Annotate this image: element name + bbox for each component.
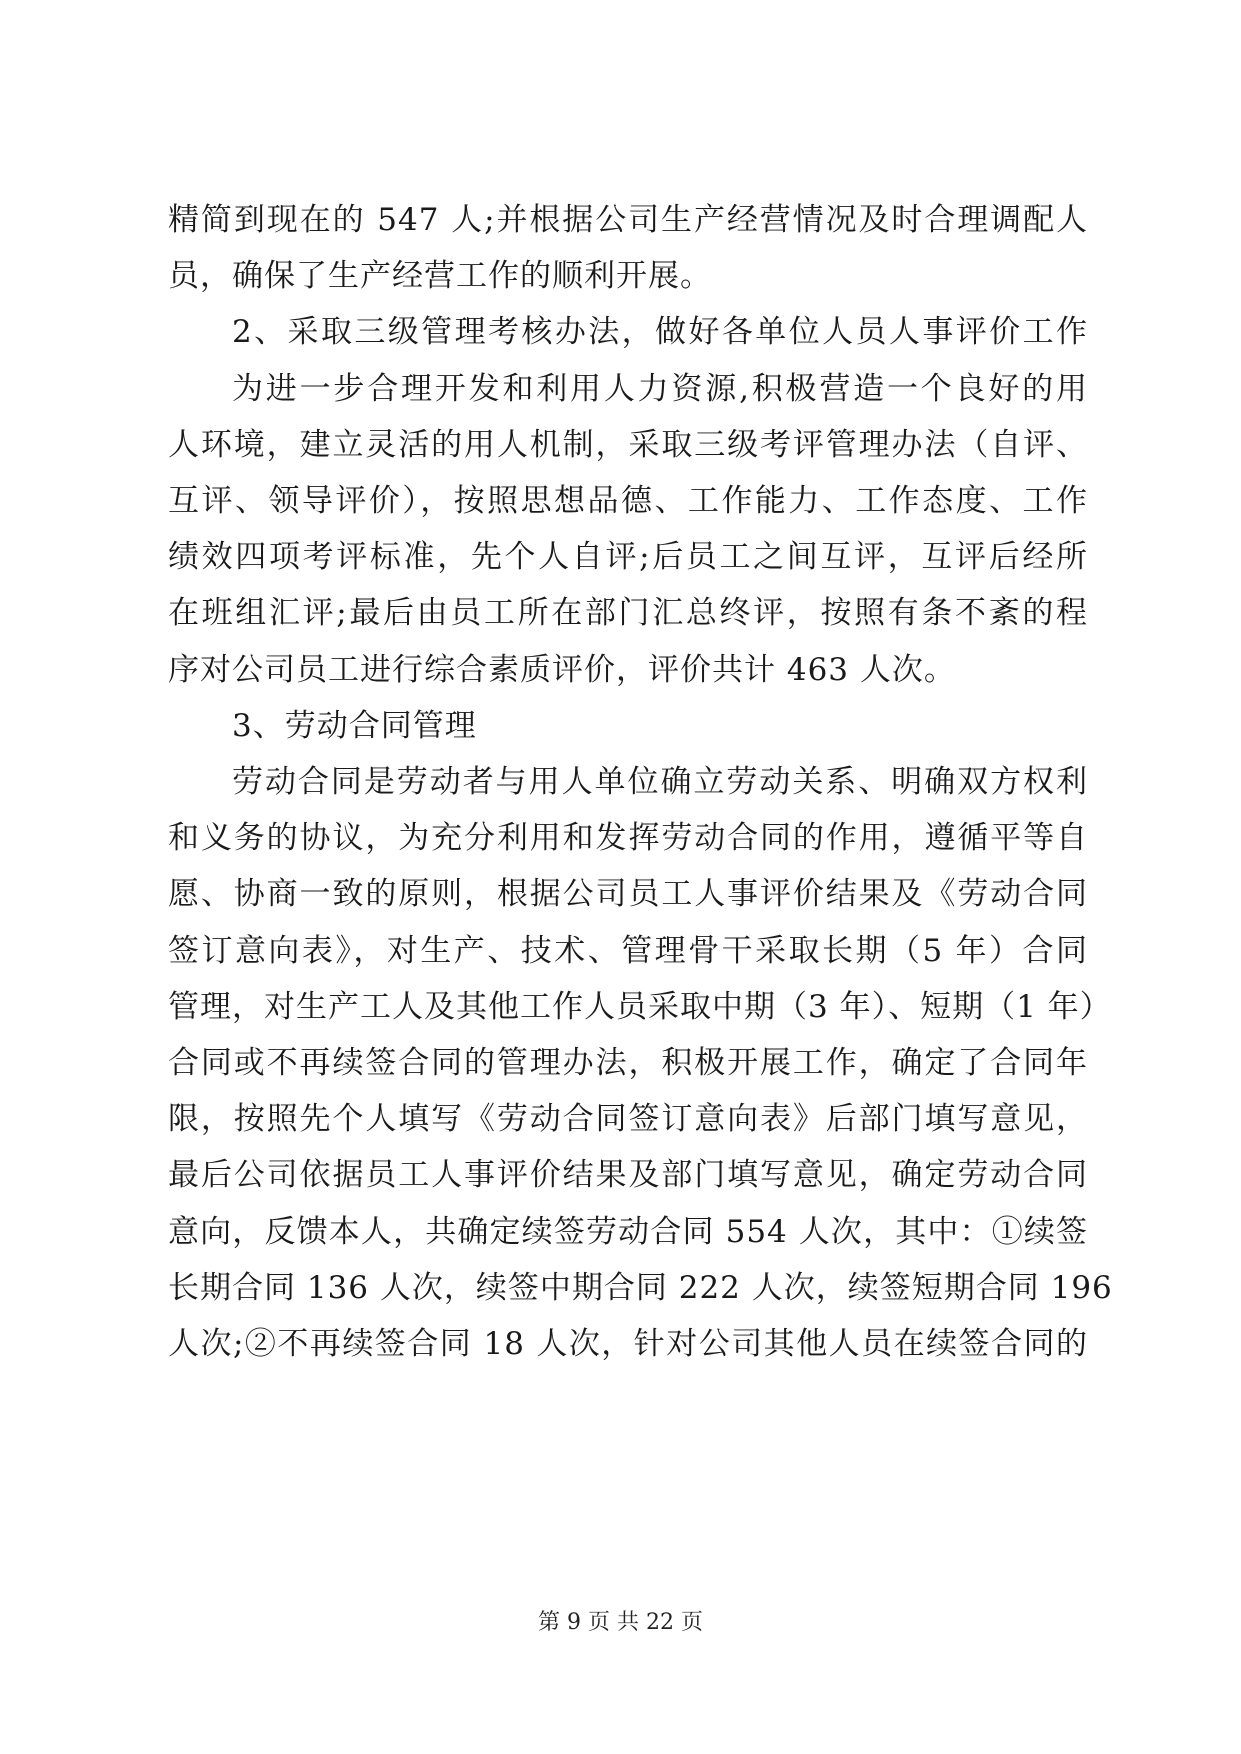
text-line: 互评、领导评价），按照思想品德、工作能力、工作态度、工作 [168,483,1088,519]
text-line: 人环境，建立灵活的用人机制，采取三级考评管理办法（自评、 [168,426,1088,463]
text-line: 2、采取三级管理考核办法，做好各单位人员人事评价工作 [232,314,1088,351]
text-line: 精简到现在的 547 人;并根据公司生产经营情况及时合理调配人 [168,202,1088,238]
text-line: 愿、协商一致的原则，根据公司员工人事评价结果及《劳动合同 [168,876,1088,913]
text-line: 签订意向表》，对生产、技术、管理骨干采取长期（5 年）合同 [168,932,1088,969]
text-line: 为进一步合理开发和利用人力资源,积极营造一个良好的用 [232,370,1088,407]
page-footer: 第 9 页 共 22 页 [538,1610,703,1635]
text-line: 在班组汇评;最后由员工所在部门汇总终评，按照有条不紊的程 [168,595,1088,632]
text-line: 和义务的协议，为充分利用和发挥劳动合同的作用，遵循平等自 [168,820,1088,857]
text-line: 人次;②不再续签合同 18 人次，针对公司其他人员在续签合同的 [168,1326,1088,1362]
text-line: 长期合同 136 人次，续签中期合同 222 人次，续签短期合同 196 [168,1269,1113,1306]
text-line: 绩效四项考评标准，先个人自评;后员工之间互评，互评后经所 [168,539,1088,576]
text-line: 限，按照先个人填写《劳动合同签订意向表》后部门填写意见， [168,1101,1088,1138]
text-line: 最后公司依据员工人事评价结果及部门填写意见，确定劳动合同 [168,1157,1088,1194]
text-line: 员，确保了生产经营工作的顺利开展。 [168,258,712,295]
text-line: 合同或不再续签合同的管理办法，积极开展工作，确定了合同年 [168,1045,1088,1081]
text-line: 3、劳动合同管理 [232,707,477,744]
text-line: 序对公司员工进行综合素质评价，评价共计 463 人次。 [168,651,956,688]
text-line: 劳动合同是劳动者与用人单位确立劳动关系、明确双方权利 [232,764,1088,800]
text-line: 意向，反馈本人，共确定续签劳动合同 554 人次，其中：①续签 [168,1213,1088,1250]
text-line: 管理，对生产工人及其他工作人员采取中期（3 年）、短期（1 年） [168,988,1112,1025]
